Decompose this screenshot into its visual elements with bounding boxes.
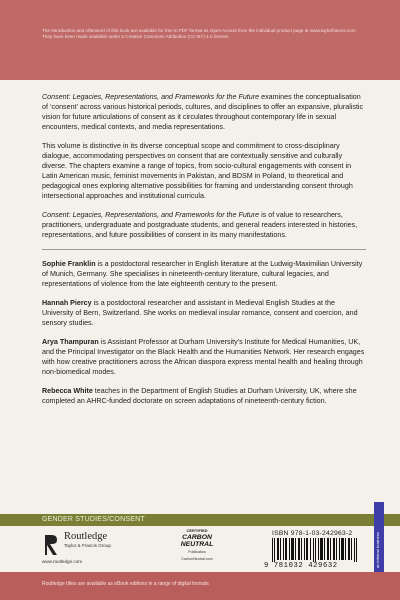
top-band (0, 0, 400, 80)
footer-band (0, 572, 400, 600)
barcode-digits: 9 781032 429632 (264, 562, 338, 570)
open-access-notice: The Introduction and Afterword of this book are available for free in PDF format as Open Access from the individual product page at www.taylorfrancis.com. They have been made available under a Creative Commons Attribution (CC-BY) 4.0 license. (42, 28, 357, 39)
author-name: Arya Thampuran (42, 337, 99, 346)
book-title: Consent: Legacies, Representations, and Frameworks for the Future (42, 210, 260, 219)
informa-tab (374, 502, 384, 572)
publisher-group: Taylor & Francis Group (64, 543, 111, 548)
description-paragraph-2: This volume is distinctive in its diverse conceptual scope and commitment to cross-disciplinary dialogue, accommodating perspectives on consent that are contextually sensitive and culturally diverse. The chapters examine a range of topics, from socio-cultural engagements with consent in Latin American music, feminist movements in Pakistan, and BDSM in Poland, to theoretical and pedagogical ones exploring alternative possibilities for framing and understanding consent through intersectional approaches and institutional curricula. (42, 141, 353, 201)
author-name: Sophie Franklin (42, 259, 96, 268)
barcode-icon (272, 538, 360, 562)
seal-main-text: CARBON NEUTRAL (180, 534, 214, 548)
description-paragraph-3: Consent: Legacies, Representations, and Frameworks for the Future is of value to researchers, practitioners, undergraduate and postgraduate students, and general readers interested in histories, representations, and future possibilities of consent in its many manifestations. (42, 210, 358, 240)
author-bio: Hannah Piercy is a postdoctoral researcher and assistant in Medieval English Studies at the University of Bern, Switzerland. She works on medieval insular romance, consent and coercion, and sensory studies. (42, 298, 358, 327)
seal-sub-text: Publication (188, 550, 206, 554)
author-name: Rebecca White (42, 386, 93, 395)
divider (42, 249, 366, 250)
author-bio: Rebecca White teaches in the Department of English Studies at Durham University, UK, where she completed an AHRC-funded doctorate on screen adaptations of nineteenth-century fiction. (42, 386, 357, 405)
seal-url-text: CarbonNeutral.com (181, 557, 213, 561)
subject-band (0, 514, 400, 526)
author-name: Hannah Piercy (42, 298, 92, 307)
barcode-block (258, 526, 378, 572)
author-bio: Arya Thampuran is Assistant Professor at Durham University’s Institute for Medical Humanities, UK, and the Principal Investigator on the Black Health and the Humanities Network. Her research engages with how creative practitioners across the African diaspora express mental health and healing through non-biomedical modes. (42, 337, 365, 376)
ebook-notice: Routledge titles are available as eBook editions in a range of digital formats (42, 581, 209, 587)
routledge-logo-icon (42, 533, 60, 557)
publisher-url: www.routledge.com (42, 559, 83, 564)
imprint-area (0, 526, 400, 572)
isbn-label: ISBN 978-1-03-242963-2 (272, 530, 353, 537)
seal-top-text: CERTIFIED (186, 528, 208, 533)
subject-label: GENDER STUDIES/CONSENT (42, 516, 145, 523)
publisher-name: Routledge (64, 531, 108, 542)
informa-tab-text: an informa business (375, 532, 380, 568)
publisher-logo (42, 531, 162, 567)
book-title: Consent: Legacies, Representations, and Frameworks for the Future (42, 93, 260, 101)
back-cover-text (42, 92, 366, 415)
carbon-neutral-seal (177, 528, 217, 570)
author-bio: Sophie Franklin is a postdoctoral researcher in English literature at the Ludwig-Maximilian University of Munich, Germany. She specialises in nineteenth-century literature, cultural legacies, and representations of violence from the late eighteenth century to the present. (42, 259, 363, 288)
description-paragraph-1: Consent: Legacies, Representations, and Frameworks for the Future examines the conceptualisation of ‘consent’ across various historical periods, cultures, and disciplines to offer an expansive, pluralistic vision for future articulations of consent as it circulates throughout contemporary life in sexual encounters, medical contexts, and media representations. (42, 93, 364, 132)
